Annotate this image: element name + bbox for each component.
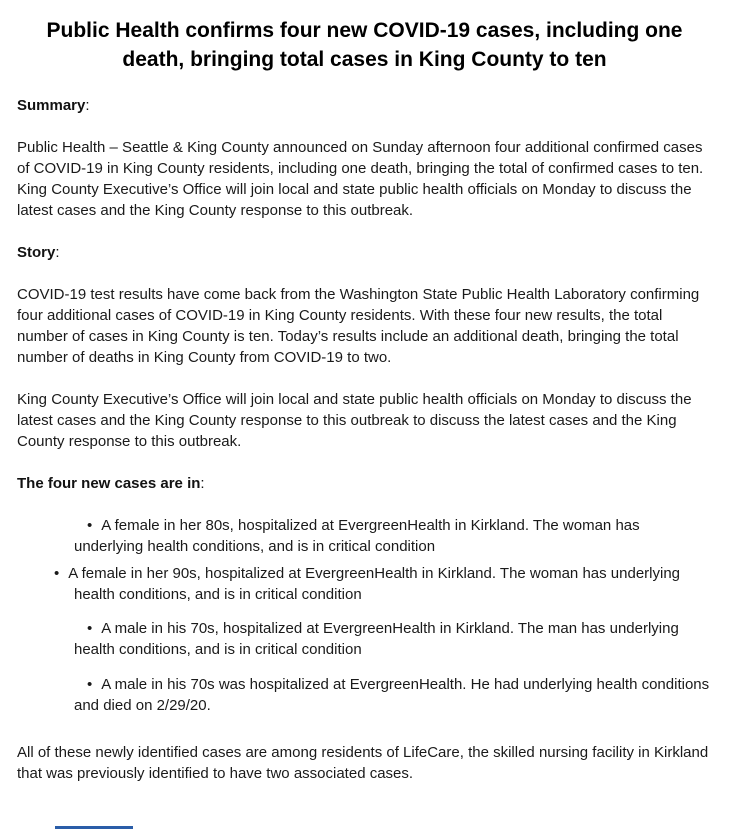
case-item-text: A female in her 80s, hospitalized at EvergreenHealth in Kirkland. The woman has underlying health conditions, and is in critical condition bbox=[74, 517, 640, 555]
closing-paragraph: All of these newly identified cases are among residents of LifeCare, the skilled nursing facility in Kirkland that was previously identified to have two associated cases. bbox=[17, 744, 709, 782]
story-heading bbox=[17, 242, 712, 263]
bullet-icon: • bbox=[87, 620, 93, 637]
summary-heading bbox=[17, 95, 712, 116]
story-heading-label: Story bbox=[17, 244, 56, 261]
case-item-text: A male in his 70s, hospitalized at EvergreenHealth in Kirkland. The man has underlying health conditions, and is in critical condition bbox=[74, 620, 679, 658]
list-item bbox=[17, 618, 712, 660]
list-item bbox=[17, 674, 712, 716]
case-list bbox=[17, 515, 712, 716]
cases-heading-colon: : bbox=[200, 475, 205, 492]
case-item-text: A male in his 70s was hospitalized at EvergreenHealth. He had underlying health conditions and died on 2/29/20. bbox=[74, 676, 710, 714]
cases-heading-label: The four new cases are in bbox=[17, 475, 201, 492]
bullet-icon: • bbox=[87, 676, 93, 693]
list-item bbox=[17, 563, 712, 605]
story-paragraph-2: King County Executive’s Office will join local and state public health officials on Monday to discuss the latest cases and the King County response to this outbreak to discuss the latest cases and the King County response to this outbreak. bbox=[17, 391, 692, 450]
summary-heading-colon: : bbox=[85, 97, 90, 114]
summary-paragraph: Public Health – Seattle & King County announced on Sunday afternoon four additional confirmed cases of COVID-19 in King County residents, including one death, bringing the total of confirmed cases to ten. King County Executive’s Office will join local and state public health officials on Monday to discuss the latest cases and the King County response to this outbreak. bbox=[17, 139, 704, 219]
story-heading-colon: : bbox=[55, 244, 60, 261]
list-item bbox=[17, 515, 712, 557]
bullet-icon: • bbox=[54, 565, 60, 582]
page-title: Public Health confirms four new COVID-19 cases, including one death, bringing total cases in King County to ten bbox=[46, 19, 683, 71]
summary-heading-label: Summary bbox=[17, 97, 86, 114]
story-paragraph-1: COVID-19 test results have come back from the Washington State Public Health Laboratory confirming four additional cases of COVID-19 in King County residents. With these four new results, the total number of cases in King County is ten. Today’s results include an additional death, bringing the total number of deaths in King County from COVID-19 to two. bbox=[17, 286, 700, 366]
bullet-icon: • bbox=[87, 517, 93, 534]
cases-heading bbox=[17, 473, 712, 494]
case-item-text: A female in her 90s, hospitalized at EvergreenHealth in Kirkland. The woman has underlying health conditions, and is in critical condition bbox=[68, 565, 681, 603]
